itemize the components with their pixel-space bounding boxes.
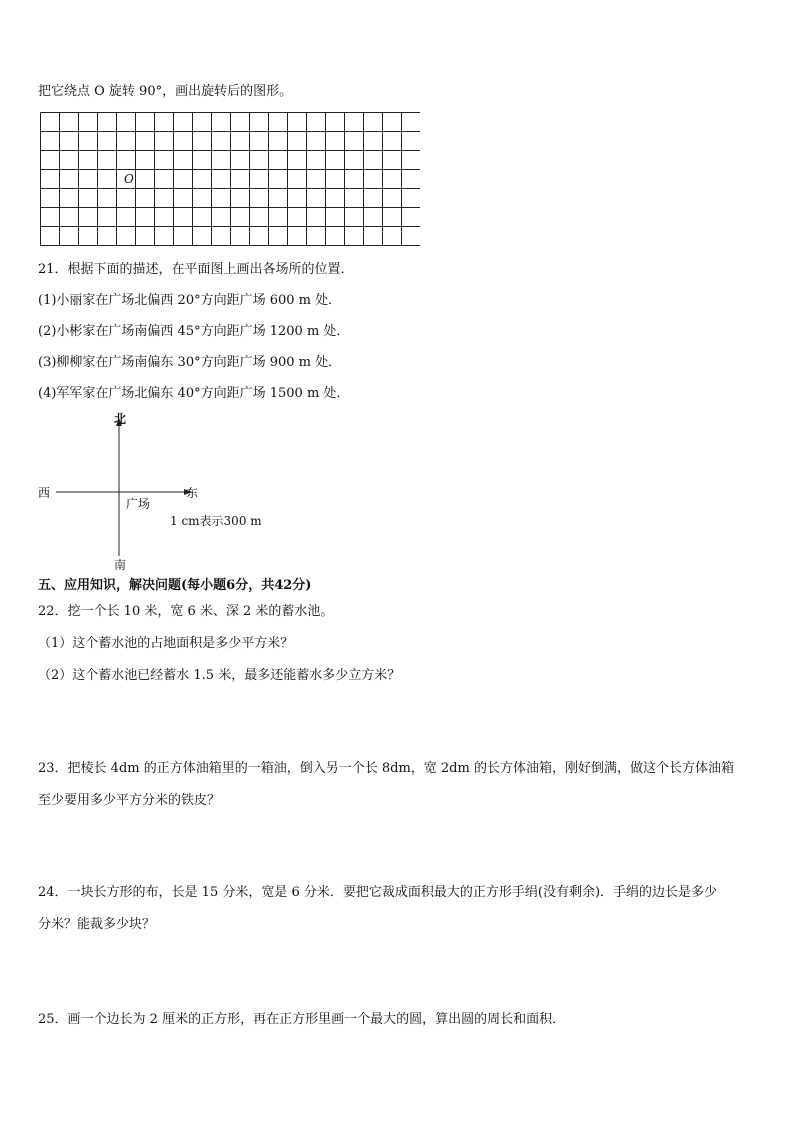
q25-text: 25．画一个边长为 2 厘米的正方形，再在正方形里画一个最大的圆，算出圆的周长和面积． [38, 1012, 566, 1027]
center-label: 广场 [126, 497, 151, 511]
q23-line-2: 至少要用多少平方分米的铁皮？ [38, 793, 221, 808]
q21-item-1: (1)小丽家在广场北偏西 20°方向距广场 600 m 处． [38, 293, 342, 308]
q21-item-4: (4)军军家在广场北偏东 40°方向距广场 1500 m 处． [38, 386, 350, 401]
point-o-label: O [124, 172, 134, 186]
q23-line-1: 23．把棱长 4dm 的正方体油箱里的一箱油，倒入另一个长 8dm，宽 2dm 的长方体油箱，刚好倒满，做这个长方体油箱 [38, 761, 734, 776]
south-label: 南 [114, 558, 127, 572]
west-label: 西 [38, 486, 51, 500]
compass-diagram [36, 412, 296, 582]
q22-text: 22．挖一个长 10 米，宽 6 米、深 2 米的蓄水池。 [38, 604, 334, 619]
scale-label: 1 cm表示300 m [170, 514, 262, 528]
east-label: 东 [186, 486, 199, 500]
q24-line-1: 24．一块长方形的布，长是 15 分米，宽是 6 分米．要把它裁成面积最大的正方形手绢(没有剩余)．手绢的边长是多少 [38, 885, 718, 900]
north-label: 北 [114, 412, 127, 426]
q21-item-3: (3)柳柳家在广场南偏东 30°方向距广场 900 m 处． [38, 355, 342, 370]
q22-sub-2: （2）这个蓄水池已经蓄水 1.5 米，最多还能蓄水多少立方米？ [38, 668, 401, 683]
q24-line-2: 分米？能裁多少块？ [38, 917, 156, 932]
q22-sub-1: （1）这个蓄水池的占地面积是多少平方米？ [38, 636, 294, 651]
q21-item-2: (2)小彬家在广场南偏西 45°方向距广场 1200 m 处． [38, 324, 350, 339]
section-5-heading: 五、应用知识，解决问题(每小题6分，共42分) [38, 578, 312, 593]
rotation-grid [40, 112, 420, 250]
q21-title: 21．根据下面的描述，在平面图上画出各场所的位置． [38, 262, 354, 277]
q20-instruction: 把它绕点 O 旋转 90°，画出旋转后的图形。 [38, 84, 293, 99]
